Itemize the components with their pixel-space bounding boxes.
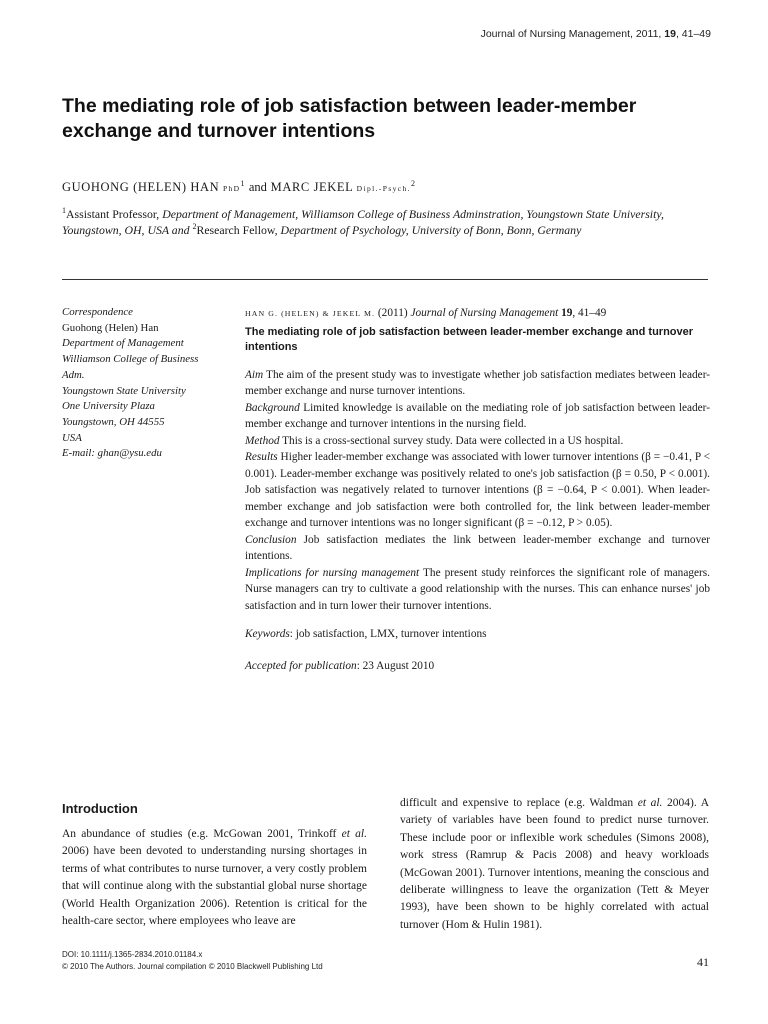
abstract-citation: [245, 305, 710, 323]
affiliations: [62, 206, 712, 238]
introduction-heading: Introduction: [62, 801, 138, 816]
correspondence-block: [62, 305, 227, 462]
citation-journal: Journal of Nursing Management: [410, 307, 559, 319]
copyright: © 2010 The Authors. Journal compilation © 2010 Blackwell Publishing Ltd: [62, 962, 323, 971]
running-head-volume: 19: [664, 28, 676, 40]
abstract-block: [245, 305, 710, 674]
citation-authors: HAN G. (HELEN) & JEKEL M.: [245, 309, 376, 318]
abstract-section-label: Method: [245, 434, 280, 447]
citation-year: (2011): [377, 307, 408, 319]
accepted-label: Accepted for publication: [245, 659, 357, 672]
author-1-name: GUOHONG (HELEN) HAN: [62, 180, 220, 194]
affil-inst-1: Department of Management, Williamson College of Business Adminstration, Youngstown State University, Youngstown, OH, USA and: [62, 207, 664, 237]
author-line: [62, 180, 416, 195]
abstract-section-text: Limited knowledge is available on the mediating role of job satisfaction between leader-member exchange and turnover intentions in the nursing field.: [245, 401, 710, 430]
running-head-pages: , 41–49: [675, 28, 711, 40]
abstract-body: [245, 367, 710, 615]
intro-etal: et al.: [637, 797, 663, 809]
abstract-section-text: The present study reinforces the significant role of managers. Nurse managers can try to cultivate a good relationship with the nurses. This can enhance nurses' job satisfaction and in turn lower their turnover intentions.: [245, 566, 710, 612]
abstract-section-text: Job satisfaction mediates the link between leader-member exchange and turnover intentions.: [245, 533, 710, 562]
affil-sup-2: 2: [192, 222, 197, 232]
affil-role-2: Research Fellow,: [196, 223, 281, 237]
abstract-section: [245, 367, 710, 400]
citation-volume: 19: [561, 307, 573, 319]
abstract-section: [245, 532, 710, 565]
abstract-section-text: The aim of the present study was to investigate whether job satisfaction mediates between leader-member exchange and nurse turnover intentions.: [245, 368, 710, 397]
correspondence-line: USA: [62, 431, 82, 444]
intro-text: An abundance of studies (e.g. McGowan 2001, Trinkoff: [62, 828, 342, 840]
article-title: The mediating role of job satisfaction between leader-member exchange and turnover intentions: [62, 95, 637, 142]
author-and: and: [248, 180, 267, 194]
abstract-section-text: This is a cross-sectional survey study. Data were collected in a US hospital.: [282, 434, 624, 447]
introduction-paragraph: [62, 826, 367, 930]
author-1-degree: PhD: [222, 184, 241, 193]
body-column-right: [400, 795, 709, 934]
abstract-section-label: Implications for nursing management: [245, 566, 420, 579]
intro-text: 2006) have been devoted to understanding nursing shortages in terms of what contributes to nurse turnover, a very costly problem that will continue along with the substantial global nurse shortage (World Health Organization 2006). Retention is critical for the health-care sector, where employees who leave are: [62, 845, 367, 928]
correspondence-line: Adm.: [62, 368, 85, 381]
correspondence-line: Youngstown, OH 44555: [62, 415, 165, 428]
intro-etal: et al.: [341, 828, 367, 840]
abstract-section: [245, 433, 710, 450]
affil-inst-2: Department of Psychology, University of Bonn, Bonn, Germany: [280, 223, 582, 237]
correspondence-line: Williamson College of Business: [62, 353, 199, 366]
correspondence-line: Youngstown State University: [62, 384, 186, 397]
affil-sup-1: 1: [62, 206, 66, 216]
header-divider: [62, 279, 708, 280]
abstract-section-label: Results: [245, 451, 278, 463]
correspondence-email[interactable]: E-mail: ghan@ysu.edu: [62, 447, 162, 460]
correspondence-line: Department of Management: [62, 337, 184, 350]
accepted-value: : 23 August 2010: [356, 659, 435, 672]
author-1-sup: 1: [240, 178, 246, 188]
abstract-section: [245, 565, 710, 615]
running-head-journal: Journal of Nursing Management, 2011,: [480, 28, 665, 40]
accepted-date: [245, 658, 710, 675]
page-footer: [62, 949, 323, 973]
citation-pages: , 41–49: [572, 307, 607, 319]
intro-text: difficult and expensive to replace (e.g. Waldman: [400, 797, 638, 809]
running-head: [481, 28, 711, 40]
abstract-section-label: Aim: [245, 368, 264, 381]
correspondence-line: One University Plaza: [62, 400, 155, 413]
doi[interactable]: DOI: 10.1111/j.1365-2834.2010.01184.x: [62, 950, 203, 959]
abstract-section: [245, 400, 710, 433]
abstract-section-text: Higher leader-member exchange was associated with lower turnover intentions (β = −0.41, P < 0.001). Leader-member exchange was positively related to one's job satisfaction (β = 0.50, P < 0.001). Job satisfaction was negatively related to turnover intentions (β = −0.64, P < 0.001). When leader-member exchange and job satisfaction were both controlled for, the link between leader-member exchange and turnover intentions was no longer significant (β = −0.12, P > 0.05).: [245, 451, 710, 529]
abstract-section: [245, 449, 710, 532]
abstract-section-label: Background: [245, 401, 300, 414]
intro-text: 2004). A variety of variables have been found to predict nurse turnover. These include poor or inflexible work schedules (Simons 2008), work stress (Ramrup & Pacis 2008) and heavy workloads (McGowan 2001). Turnover intentions, meaning the conscious and deliberate willingness to leave the organization (Tett & Meyer 1993), have been shown to be highly correlated with actual turnover (Hom & Hulin 1981).: [400, 797, 709, 931]
introduction-paragraph-cont: [400, 795, 709, 934]
affil-role-1: Assistant Professor,: [66, 207, 163, 221]
correspondence-name: Guohong (Helen) Han: [62, 321, 159, 334]
abstract-section-label: Conclusion: [245, 533, 297, 546]
keywords: [245, 626, 710, 643]
author-2-name: MARC JEKEL: [270, 180, 353, 194]
abstract-title: The mediating role of job satisfaction between leader-member exchange and turnover intentions: [245, 325, 694, 353]
correspondence-label: Correspondence: [62, 306, 133, 318]
author-2-degree: Dipl.-Psych.: [356, 184, 411, 193]
author-2-sup: 2: [410, 178, 416, 188]
keywords-label: Keywords: [245, 628, 290, 640]
body-column-left: [62, 801, 367, 930]
keywords-value: : job satisfaction, LMX, turnover intentions: [289, 628, 487, 640]
page-number: 41: [697, 955, 709, 969]
